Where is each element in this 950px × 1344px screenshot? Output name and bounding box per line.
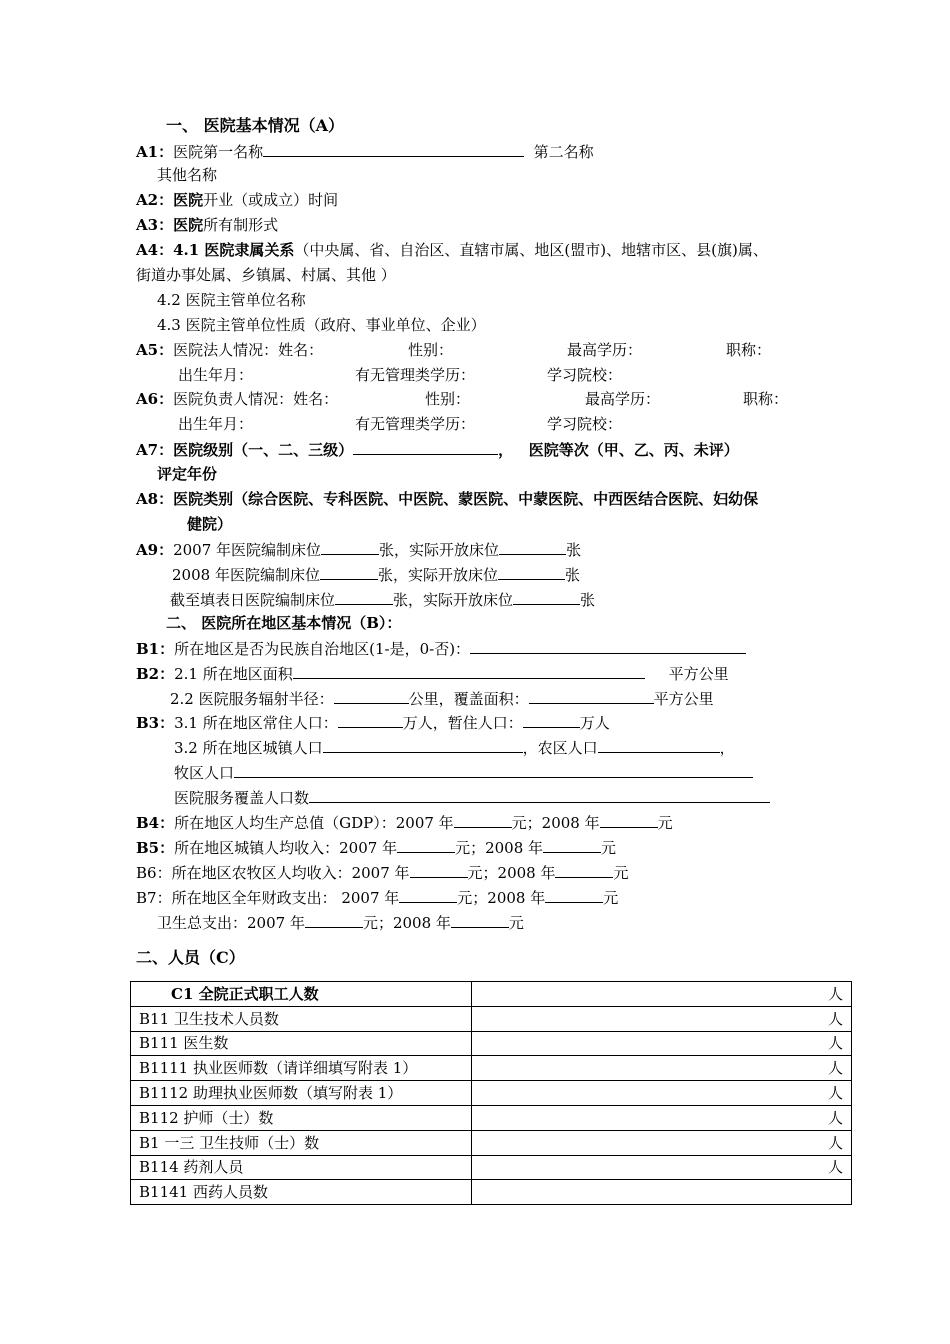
a3-text: 所有制形式: [203, 216, 279, 234]
b2-code: B2：: [136, 665, 175, 683]
a1-code: A1：: [136, 143, 174, 161]
b4-line: [136, 812, 673, 833]
row-value-cell[interactable]: 人: [472, 1155, 852, 1180]
a5-sex: 性别：: [408, 341, 454, 359]
a5-code: A5：: [136, 341, 174, 359]
a2-bold: 医院: [173, 191, 204, 209]
b6-line: [136, 862, 629, 883]
table-row: [131, 1031, 852, 1056]
a4-code: A4：: [136, 241, 174, 259]
b3-wan2: 万人: [579, 714, 610, 732]
a9-actual: ，实际开放床位: [408, 591, 514, 609]
b1-code: B1：: [136, 640, 175, 658]
b5-code: B5：: [136, 839, 175, 857]
a8-text: 医院类别（综合医院、专科医院、中医院、蒙医院、中蒙医院、中西医结合医院、妇幼保: [173, 490, 759, 508]
b3-line3: [174, 762, 753, 783]
row-value-cell[interactable]: 人: [472, 1130, 852, 1155]
b4-2007-field[interactable]: [454, 812, 512, 828]
a5-text: 医院法人情况：姓名：: [173, 341, 324, 359]
a7-text: 医院级别（一、二、三级）: [173, 441, 354, 459]
b6-code: B6：: [136, 864, 172, 882]
b3-line: [136, 712, 610, 733]
a2-text: 开业（或成立）时间: [203, 191, 339, 209]
b7-mid: 元；2008 年: [457, 889, 546, 907]
table-row: [131, 1155, 852, 1180]
a5-school: 学习院校：: [547, 366, 623, 384]
b2-unit2: 平方公里: [653, 690, 714, 708]
b4-2008-field[interactable]: [600, 812, 658, 828]
row-label: B112 护师（士）数: [131, 1105, 472, 1130]
a1-line: [136, 141, 594, 162]
b3-cover-field[interactable]: [309, 787, 770, 803]
b3-comma: ，: [719, 739, 735, 757]
b6-2007-field[interactable]: [410, 862, 468, 878]
b6-mid: 元；2008 年: [467, 864, 556, 882]
a9-line1: [136, 539, 581, 560]
a9-y2007: 2007 年医院编制床位: [173, 541, 322, 559]
b5-2007-field[interactable]: [397, 837, 455, 853]
section-a-title: 一、 医院基本情况（A）: [166, 116, 344, 135]
b3-resident-field[interactable]: [338, 712, 403, 728]
a9-zhang: 张: [580, 591, 596, 609]
row-label: B11 卫生技术人员数: [131, 1006, 472, 1031]
health-mid: 元；2008 年: [362, 914, 451, 932]
table-row: [131, 1180, 852, 1205]
row-value-cell[interactable]: 人: [472, 982, 852, 1007]
a9-2008-beds-field[interactable]: [320, 564, 378, 580]
row-label: B111 医生数: [131, 1031, 472, 1056]
row-value-cell[interactable]: 人: [472, 1006, 852, 1031]
table-row: [131, 1130, 852, 1155]
a6-line: [136, 389, 338, 409]
section-b-title: 二、 医院所在地区基本情况（B）：: [166, 614, 402, 632]
b5-end: 元: [601, 839, 617, 857]
a6-code: A6：: [136, 390, 174, 408]
a9-y2008: 2008 年医院编制床位: [172, 566, 320, 584]
b1-line: [136, 638, 746, 659]
a1-other: 其他名称: [157, 166, 218, 184]
row-value-cell[interactable]: [472, 1180, 852, 1205]
a9-now-beds-field[interactable]: [335, 589, 393, 605]
b3-code: B3：: [136, 714, 175, 732]
b3-wan: 万人，暂住人口：: [402, 714, 523, 732]
a7-comma: ，: [498, 441, 514, 459]
row-value-cell[interactable]: 人: [472, 1056, 852, 1081]
a6-text: 医院负责人情况：姓名：: [173, 390, 339, 408]
a5-line: [136, 340, 323, 360]
b5-text: 所在地区城镇人均收入：2007 年: [174, 839, 398, 857]
b7-line: [136, 887, 618, 908]
a9-line2: [172, 564, 580, 585]
a8-code: A8：: [136, 490, 174, 508]
b3-line2: [174, 737, 735, 758]
a7-year: 评定年份: [157, 465, 218, 483]
row-value-cell[interactable]: 人: [472, 1105, 852, 1130]
a4-line2: 街道办事处属、乡镇属、村属、其他 ）: [136, 266, 396, 284]
row-label: C1 全院正式职工人数: [131, 982, 472, 1007]
row-label: B1112 助理执业医师数（填写附表 1）: [131, 1081, 472, 1106]
health-end: 元: [508, 914, 524, 932]
b2-22: 2.2 医院服务辐射半径：: [170, 690, 334, 708]
a2-code: A2：: [136, 191, 174, 209]
a9-2007-beds-field[interactable]: [321, 539, 379, 555]
a9-zhang: 张: [377, 566, 393, 584]
b5-mid: 元；2008 年: [455, 839, 544, 857]
table-row: [131, 1081, 852, 1106]
a4-2: 4.2 医院主管单位名称: [157, 291, 306, 309]
a7-grade: 医院等次（甲、乙、丙、未评）: [528, 441, 739, 459]
table-row: [131, 1006, 852, 1031]
b2-radius-field[interactable]: [334, 688, 409, 704]
a6-birth: 出生年月：: [178, 415, 254, 433]
a3-line: [136, 215, 278, 235]
b3-cover: 医院服务覆盖人口数: [174, 789, 310, 807]
a6-sex: 性别：: [425, 390, 471, 408]
a9-zhang: 张: [379, 541, 395, 559]
b2-line2: [170, 688, 714, 709]
a4-line: [136, 240, 768, 260]
b7-2008-field[interactable]: [545, 887, 603, 903]
b3-rural-field[interactable]: [598, 737, 720, 753]
row-label: B1 一三 卫生技师（士）数: [131, 1130, 472, 1155]
staff-table: [130, 981, 852, 1205]
section-c-title: 二、人员（C）: [136, 948, 245, 967]
b3-rural: ，农区人口: [522, 739, 598, 757]
b4-end: 元: [657, 814, 673, 832]
b1-field[interactable]: [470, 638, 746, 654]
a3-bold: 医院: [173, 216, 204, 234]
health-text: 卫生总支出：2007 年: [157, 914, 305, 932]
a9-code: A9：: [136, 541, 174, 559]
a3-code: A3：: [136, 216, 174, 234]
b7-end: 元: [603, 889, 619, 907]
a9-actual: ，实际开放床位: [394, 541, 500, 559]
b5-line: [136, 837, 616, 858]
a9-2007-open-field[interactable]: [499, 539, 566, 555]
a9-zhang: 张: [564, 566, 580, 584]
a9-line3: [170, 589, 595, 610]
row-value-cell[interactable]: 人: [472, 1031, 852, 1056]
b3-urban-field[interactable]: [323, 737, 523, 753]
row-label: B114 药剂人员: [131, 1155, 472, 1180]
b3-line4: [174, 787, 770, 808]
table-row: [131, 1105, 852, 1130]
row-value-cell[interactable]: 人: [472, 1081, 852, 1106]
a6-school: 学习院校：: [547, 415, 623, 433]
a7-line: [136, 439, 739, 460]
a9-now: 截至填表日医院编制床位: [170, 591, 336, 609]
b2-cover-field[interactable]: [529, 688, 654, 704]
b1-text: 所在地区是否为民族自治地区(1-是，0-否)：: [174, 640, 471, 658]
b2-text: 2.1 所在地区面积: [174, 665, 293, 683]
a7-code: A7：: [136, 441, 174, 459]
a2-line: [136, 190, 338, 210]
a6-title: 职称：: [743, 390, 789, 408]
b4-text: 所在地区人均生产总值（GDP）：2007 年: [174, 814, 454, 832]
b3-32: 3.2 所在地区城镇人口: [174, 739, 323, 757]
b6-text: 所在地区农牧区人均收入：2007 年: [171, 864, 410, 882]
b2-area-field[interactable]: [293, 663, 645, 679]
b7-2007-field[interactable]: [399, 887, 457, 903]
a9-2008-open-field[interactable]: [498, 564, 565, 580]
row-label: B1111 执业医师数（请详细填写附表 1）: [131, 1056, 472, 1081]
health-2007-field[interactable]: [305, 912, 363, 928]
a4-3: 4.3 医院主管单位性质（政府、事业单位、企业）: [157, 316, 486, 334]
a9-actual: ，实际开放床位: [392, 566, 498, 584]
b3-text: 3.1 所在地区常住人口：: [174, 714, 338, 732]
health-2008-field[interactable]: [451, 912, 509, 928]
a6-edu: 最高学历：: [585, 390, 661, 408]
a1-label: 医院第一名称: [173, 143, 264, 161]
a8-line2: 健院）: [187, 515, 233, 533]
a5-birth: 出生年月：: [178, 366, 254, 384]
b6-2008-field[interactable]: [555, 862, 613, 878]
a5-mgmt: 有无管理类学历：: [355, 366, 476, 384]
b3-pastoral-field[interactable]: [234, 762, 753, 778]
table-row: [131, 982, 852, 1007]
b2-line: [136, 663, 729, 684]
a4-text: （中央属、省、自治区、直辖市属、地区(盟市)、地辖市区、县(旗)属、: [294, 241, 768, 259]
a5-edu: 最高学历：: [567, 341, 643, 359]
b6-end: 元: [613, 864, 629, 882]
b4-mid: 元；2008 年: [511, 814, 600, 832]
table-row: [131, 1056, 852, 1081]
a1-label2: 第二名称: [533, 143, 594, 161]
b4-code: B4：: [136, 814, 175, 832]
a6-mgmt: 有无管理类学历：: [355, 415, 476, 433]
b3-pastoral: 牧区人口: [174, 764, 235, 782]
b2-unit: 平方公里: [668, 665, 729, 683]
a9-now-open-field[interactable]: [513, 589, 580, 605]
b7-code: B7：: [136, 889, 172, 907]
a1-name-field[interactable]: [263, 141, 524, 157]
b3-temp-field[interactable]: [523, 712, 580, 728]
health-line: [157, 912, 524, 933]
a9-zhang: 张: [393, 591, 409, 609]
b2-km: 公里，覆盖面积：: [408, 690, 529, 708]
b5-2008-field[interactable]: [543, 837, 601, 853]
row-label: B1141 西药人员数: [131, 1180, 472, 1205]
a7-level-field[interactable]: [353, 439, 498, 455]
a9-zhang: 张: [566, 541, 582, 559]
a5-title: 职称：: [726, 341, 772, 359]
b7-text: 所在地区全年财政支出： 2007 年: [171, 889, 400, 907]
a4-bold: 4.1 医院隶属关系: [173, 241, 295, 259]
a8-line: [136, 489, 758, 509]
